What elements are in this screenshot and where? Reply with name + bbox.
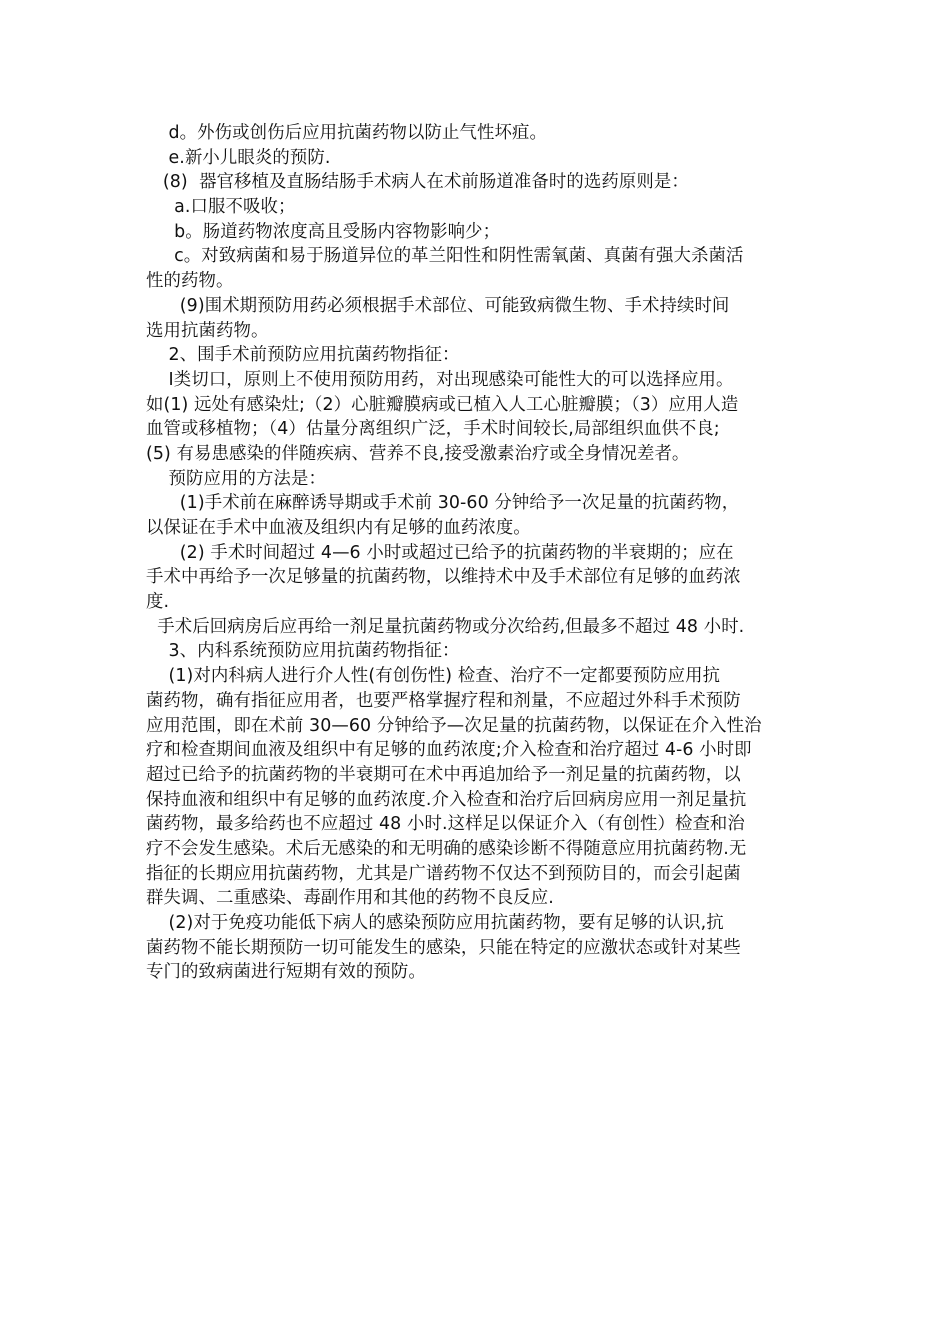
text-line: (2)对于免疫功能低下病人的感染预防应用抗菌药物，要有足够的认识,抗 bbox=[146, 913, 724, 933]
text-line: Ⅰ类切口，原则上不使用预防用药，对出现感染可能性大的可以选择应用。 bbox=[146, 369, 734, 390]
text-line: 以保证在手术中血液及组织内有足够的血药浓度。 bbox=[146, 518, 531, 538]
text-line: 超过已给予的抗菌药物的半衰期可在术中再追加给予一剂足量的抗菌药物，以 bbox=[146, 764, 741, 785]
text-line: (2) 手术时间超过 4—6 小时或超过已给予的抗菌药物的半衰期的；应在 bbox=[146, 542, 734, 563]
text-line: 预防应用的方法是： bbox=[146, 468, 326, 489]
text-line: 专门的致病菌进行短期有效的预防。 bbox=[146, 962, 426, 983]
text-line: 如(1) 远处有感染灶;（2）心脏瓣膜病或已植入人工心脏瓣膜；（3）应用人造 bbox=[146, 394, 739, 415]
text-line: a.口服不吸收； bbox=[146, 197, 296, 218]
text-line: (5) 有易患感染的伴随疾病、营养不良,接受激素治疗或全身情况差者。 bbox=[146, 443, 690, 464]
text-line: 性的药物。 bbox=[146, 271, 234, 292]
text-line: 保持血液和组织中有足够的血药浓度.介入检查和治疗后回病房应用一剂足量抗 bbox=[146, 789, 747, 810]
text-line: 度. bbox=[146, 592, 170, 613]
text-line: 菌药物，最多给药也不应超过 48 小时.这样足以保证介入（有创性）检查和治 bbox=[146, 814, 745, 835]
text-line: c。对致病菌和易于肠道异位的革兰阳性和阴性需氧菌、真菌有强大杀菌活 bbox=[146, 246, 744, 267]
text-line: 2、围手术前预防应用抗菌药物指征： bbox=[146, 345, 460, 366]
text-line: 菌药物不能长期预防一切可能发生的感染，只能在特定的应激状态或针对某些 bbox=[146, 937, 741, 958]
text-line: d。外伤或创伤后应用抗菌药物以防止气性坏疽。 bbox=[146, 123, 547, 143]
text-line: (8) 器官移植及直肠结肠手术病人在术前肠道准备时的选药原则是： bbox=[146, 172, 689, 193]
text-line: 指征的长期应用抗菌药物，尤其是广谱药物不仅达不到预防目的，而会引起菌 bbox=[146, 863, 741, 884]
text-line: 菌药物，确有指征应用者，也要严格掌握疗程和剂量，不应超过外科手术预防 bbox=[146, 690, 741, 711]
text-line: 手术中再给予一次足够量的抗菌药物，以维持术中及手术部位有足够的血药浓 bbox=[146, 567, 741, 588]
text-line: (1)手术前在麻醉诱导期或手术前 30-60 分钟给予一次足量的抗菌药物， bbox=[146, 493, 740, 514]
text-line: 应用范围，即在术前 30—60 分钟给予—次足量的抗菌药物，以保证在介入性治 bbox=[146, 715, 762, 736]
document-body bbox=[146, 121, 806, 985]
text-line: 疗和检查期间血液及组织中有足够的血药浓度;介入检查和治疗超过 4-6 小时即 bbox=[146, 740, 752, 761]
text-line: e.新小儿眼炎的预防. bbox=[146, 147, 331, 168]
text-line: (1)对内科病人进行介人性(有创伤性) 检查、治疗不一定都要预防应用抗 bbox=[146, 666, 721, 687]
text-line: b。肠道药物浓度高且受肠内容物影响少； bbox=[146, 221, 501, 242]
text-line: (9)围术期预防用药必须根据手术部位、可能致病微生物、手术持续时间 bbox=[146, 295, 730, 316]
text-line: 血管或移植物；（4）估量分离组织广泛，手术时间较长,局部组织血供不良; bbox=[146, 419, 720, 440]
text-line: 3、内科系统预防应用抗菌药物指征： bbox=[146, 641, 460, 662]
text-line: 选用抗菌药物。 bbox=[146, 320, 269, 341]
text-line: 手术后回病房后应再给一剂足量抗菌药物或分次给药,但最多不超过 48 小时. bbox=[146, 616, 745, 637]
text-line: 群失调、二重感染、毒副作用和其他的药物不良反应. bbox=[146, 888, 554, 909]
text-line: 疗不会发生感染。术后无感染的和无明确的感染诊断不得随意应用抗菌药物.无 bbox=[146, 838, 747, 859]
